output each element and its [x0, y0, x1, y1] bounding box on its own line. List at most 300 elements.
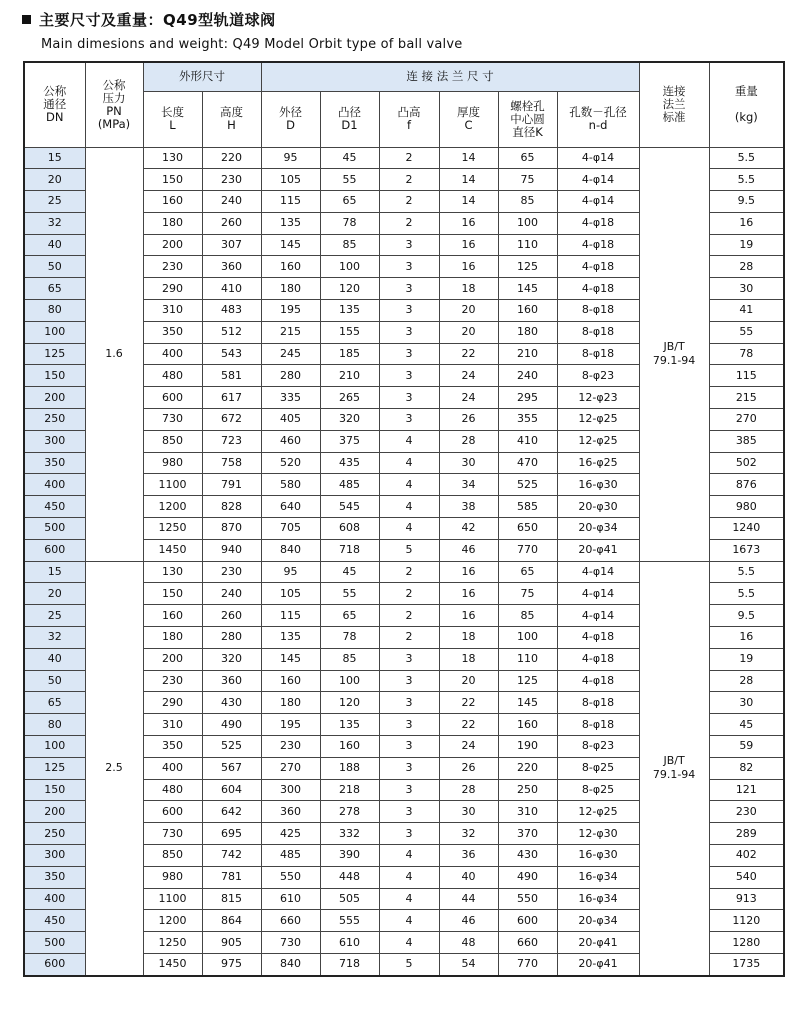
cell-height: 864	[202, 910, 261, 932]
cell-bolt-circle: 85	[498, 605, 557, 627]
cell-thickness: 30	[439, 452, 498, 474]
cell-boss-height: 3	[379, 714, 439, 736]
cell-standard-line1: JB/T	[663, 340, 685, 354]
cell-thickness: 28	[439, 779, 498, 801]
cell-bolt-circle: 75	[498, 169, 557, 191]
header-boss-diameter-line2: D1	[341, 118, 358, 132]
cell-boss-height: 2	[379, 169, 439, 191]
cell-bolt-circle: 145	[498, 692, 557, 714]
cell-boss-diameter: 78	[320, 212, 379, 234]
cell-weight: 402	[709, 845, 784, 867]
cell-height: 870	[202, 518, 261, 540]
cell-bolt-circle: 585	[498, 496, 557, 518]
cell-thickness: 22	[439, 692, 498, 714]
cell-thickness: 24	[439, 365, 498, 387]
cell-bolt-circle: 110	[498, 648, 557, 670]
cell-dn: 150	[24, 365, 85, 387]
cell-length: 290	[143, 692, 202, 714]
cell-boss-height: 3	[379, 256, 439, 278]
cell-dn: 80	[24, 300, 85, 322]
cell-holes: 4-φ18	[557, 627, 639, 649]
cell-outer-diameter: 95	[261, 561, 320, 583]
cell-boss-height: 3	[379, 343, 439, 365]
cell-boss-diameter: 718	[320, 539, 379, 561]
cell-height: 791	[202, 474, 261, 496]
header-weight	[709, 62, 784, 147]
cell-boss-diameter: 120	[320, 692, 379, 714]
cell-boss-diameter: 390	[320, 845, 379, 867]
cell-standard-line1: JB/T	[663, 754, 685, 768]
cell-height: 975	[202, 953, 261, 975]
cell-boss-height: 3	[379, 670, 439, 692]
cell-thickness: 16	[439, 561, 498, 583]
cell-boss-height: 3	[379, 779, 439, 801]
cell-weight: 115	[709, 365, 784, 387]
cell-weight: 19	[709, 234, 784, 256]
header-outer-diameter-line2: D	[286, 118, 295, 132]
cell-holes: 8-φ18	[557, 321, 639, 343]
cell-boss-height: 4	[379, 452, 439, 474]
cell-outer-diameter: 215	[261, 321, 320, 343]
cell-weight: 289	[709, 823, 784, 845]
cell-boss-height: 4	[379, 888, 439, 910]
cell-thickness: 28	[439, 430, 498, 452]
cell-boss-diameter: 185	[320, 343, 379, 365]
cell-dn: 200	[24, 801, 85, 823]
cell-dn: 450	[24, 910, 85, 932]
cell-height: 260	[202, 605, 261, 627]
cell-length: 730	[143, 409, 202, 431]
cell-boss-diameter: 485	[320, 474, 379, 496]
cell-height: 581	[202, 365, 261, 387]
cell-holes: 4-φ14	[557, 583, 639, 605]
cell-height: 543	[202, 343, 261, 365]
header-length-line1: 长度	[161, 105, 184, 119]
cell-length: 230	[143, 670, 202, 692]
cell-weight: 30	[709, 692, 784, 714]
cell-boss-height: 3	[379, 365, 439, 387]
cell-boss-diameter: 55	[320, 583, 379, 605]
cell-length: 200	[143, 234, 202, 256]
cell-weight: 1735	[709, 953, 784, 975]
cell-length: 600	[143, 801, 202, 823]
cell-boss-diameter: 155	[320, 321, 379, 343]
cell-weight: 28	[709, 256, 784, 278]
cell-length: 1250	[143, 932, 202, 954]
header-boss-height-line1: 凸高	[397, 105, 421, 119]
cell-thickness: 20	[439, 300, 498, 322]
header-dn-line1: 公称	[43, 84, 67, 99]
cell-dn: 450	[24, 496, 85, 518]
cell-height: 430	[202, 692, 261, 714]
header-outer-diameter	[261, 91, 320, 147]
table-row	[24, 561, 784, 583]
cell-outer-diameter: 730	[261, 932, 320, 954]
cell-holes: 16-φ30	[557, 474, 639, 496]
cell-boss-diameter: 85	[320, 234, 379, 256]
cell-bolt-circle: 145	[498, 278, 557, 300]
cell-dn: 400	[24, 888, 85, 910]
cell-weight: 28	[709, 670, 784, 692]
cell-boss-diameter: 505	[320, 888, 379, 910]
cell-thickness: 22	[439, 714, 498, 736]
cell-height: 642	[202, 801, 261, 823]
cell-dn: 400	[24, 474, 85, 496]
cell-boss-diameter: 555	[320, 910, 379, 932]
header-boss-height	[379, 91, 439, 147]
header-bolt-circle	[498, 91, 557, 147]
cell-thickness: 36	[439, 845, 498, 867]
cell-dn: 32	[24, 627, 85, 649]
cell-height: 567	[202, 757, 261, 779]
cell-dn: 500	[24, 518, 85, 540]
cell-holes: 16-φ25	[557, 452, 639, 474]
cell-length: 160	[143, 191, 202, 213]
cell-dn: 150	[24, 779, 85, 801]
cell-length: 1200	[143, 496, 202, 518]
cell-dn: 20	[24, 169, 85, 191]
cell-weight: 230	[709, 801, 784, 823]
cell-holes: 8-φ25	[557, 779, 639, 801]
cell-thickness: 20	[439, 321, 498, 343]
cell-length: 980	[143, 452, 202, 474]
cell-length: 310	[143, 300, 202, 322]
cell-length: 230	[143, 256, 202, 278]
cell-length: 1250	[143, 518, 202, 540]
cell-length: 980	[143, 866, 202, 888]
cell-height: 525	[202, 736, 261, 758]
cell-dn: 350	[24, 866, 85, 888]
cell-boss-height: 3	[379, 278, 439, 300]
cell-boss-diameter: 78	[320, 627, 379, 649]
cell-boss-diameter: 448	[320, 866, 379, 888]
cell-holes: 4-φ18	[557, 256, 639, 278]
cell-thickness: 48	[439, 932, 498, 954]
cell-weight: 980	[709, 496, 784, 518]
cell-boss-diameter: 100	[320, 256, 379, 278]
header-height-line1: 高度	[220, 105, 243, 119]
cell-holes: 8-φ18	[557, 714, 639, 736]
cell-holes: 20-φ34	[557, 910, 639, 932]
cell-outer-diameter: 105	[261, 169, 320, 191]
cell-thickness: 14	[439, 169, 498, 191]
cell-height: 695	[202, 823, 261, 845]
cell-boss-diameter: 718	[320, 953, 379, 975]
cell-outer-diameter: 460	[261, 430, 320, 452]
cell-thickness: 18	[439, 627, 498, 649]
cell-length: 160	[143, 605, 202, 627]
cell-dn: 50	[24, 670, 85, 692]
header-bolt-circle-line3: 直径K	[512, 124, 543, 139]
cell-length: 600	[143, 387, 202, 409]
cell-bolt-circle: 295	[498, 387, 557, 409]
cell-boss-diameter: 85	[320, 648, 379, 670]
cell-height: 360	[202, 670, 261, 692]
cell-weight: 55	[709, 321, 784, 343]
cell-thickness: 32	[439, 823, 498, 845]
cell-thickness: 18	[439, 648, 498, 670]
cell-bolt-circle: 85	[498, 191, 557, 213]
cell-thickness: 40	[439, 866, 498, 888]
cell-dn: 250	[24, 409, 85, 431]
cell-holes: 4-φ18	[557, 278, 639, 300]
cell-boss-diameter: 545	[320, 496, 379, 518]
page-title	[22, 9, 276, 30]
cell-height: 320	[202, 648, 261, 670]
cell-height: 723	[202, 430, 261, 452]
cell-bolt-circle: 370	[498, 823, 557, 845]
cell-height: 490	[202, 714, 261, 736]
cell-length: 130	[143, 561, 202, 583]
cell-weight: 16	[709, 212, 784, 234]
cell-bolt-circle: 355	[498, 409, 557, 431]
cell-bolt-circle: 490	[498, 866, 557, 888]
cell-thickness: 42	[439, 518, 498, 540]
cell-thickness: 38	[439, 496, 498, 518]
cell-boss-height: 2	[379, 627, 439, 649]
cell-length: 1450	[143, 953, 202, 975]
cell-thickness: 14	[439, 147, 498, 169]
cell-bolt-circle: 410	[498, 430, 557, 452]
cell-boss-height: 4	[379, 910, 439, 932]
cell-outer-diameter: 840	[261, 953, 320, 975]
cell-dn: 20	[24, 583, 85, 605]
cell-bolt-circle: 65	[498, 561, 557, 583]
cell-length: 180	[143, 212, 202, 234]
cell-boss-diameter: 45	[320, 147, 379, 169]
cell-holes: 20-φ41	[557, 932, 639, 954]
cell-bolt-circle: 650	[498, 518, 557, 540]
cell-weight: 385	[709, 430, 784, 452]
cell-bolt-circle: 210	[498, 343, 557, 365]
cell-holes: 8-φ23	[557, 365, 639, 387]
cell-outer-diameter: 95	[261, 147, 320, 169]
cell-boss-diameter: 65	[320, 191, 379, 213]
cell-outer-diameter: 195	[261, 300, 320, 322]
cell-outer-diameter: 105	[261, 583, 320, 605]
cell-boss-height: 2	[379, 583, 439, 605]
cell-weight: 59	[709, 736, 784, 758]
cell-outer-diameter: 640	[261, 496, 320, 518]
cell-holes: 20-φ34	[557, 518, 639, 540]
cell-dn: 125	[24, 343, 85, 365]
cell-weight: 82	[709, 757, 784, 779]
header-bolt-circle-line2: 中心圆	[510, 111, 545, 126]
cell-length: 130	[143, 147, 202, 169]
cell-outer-diameter: 610	[261, 888, 320, 910]
cell-height: 410	[202, 278, 261, 300]
cell-thickness: 16	[439, 583, 498, 605]
cell-thickness: 22	[439, 343, 498, 365]
cell-holes: 8-φ23	[557, 736, 639, 758]
cell-thickness: 54	[439, 953, 498, 975]
cell-boss-diameter: 608	[320, 518, 379, 540]
cell-thickness: 20	[439, 670, 498, 692]
cell-height: 280	[202, 627, 261, 649]
header-pn-line4: (MPa)	[97, 116, 131, 131]
cell-boss-height: 4	[379, 932, 439, 954]
cell-boss-diameter: 210	[320, 365, 379, 387]
cell-dn: 350	[24, 452, 85, 474]
header-standard-line3: 标准	[662, 110, 686, 125]
cell-height: 230	[202, 169, 261, 191]
header-height-line2: H	[227, 118, 236, 132]
cell-boss-diameter: 135	[320, 714, 379, 736]
cell-standard	[639, 561, 709, 976]
header-pn	[85, 62, 143, 147]
cell-thickness: 34	[439, 474, 498, 496]
cell-holes: 12-φ23	[557, 387, 639, 409]
cell-dn: 125	[24, 757, 85, 779]
cell-bolt-circle: 100	[498, 212, 557, 234]
cell-holes: 8-φ18	[557, 343, 639, 365]
cell-dn: 32	[24, 212, 85, 234]
cell-outer-diameter: 550	[261, 866, 320, 888]
cell-boss-diameter: 45	[320, 561, 379, 583]
cell-outer-diameter: 160	[261, 256, 320, 278]
cell-thickness: 14	[439, 191, 498, 213]
cell-bolt-circle: 525	[498, 474, 557, 496]
cell-height: 307	[202, 234, 261, 256]
cell-bolt-circle: 160	[498, 714, 557, 736]
cell-height: 742	[202, 845, 261, 867]
cell-bolt-circle: 220	[498, 757, 557, 779]
cell-thickness: 16	[439, 605, 498, 627]
cell-holes: 4-φ14	[557, 561, 639, 583]
cell-bolt-circle: 660	[498, 932, 557, 954]
header-bolt-circle-line1: 螺栓孔	[510, 98, 545, 113]
cell-outer-diameter: 180	[261, 692, 320, 714]
cell-pn: 2.5	[85, 561, 143, 976]
header-holes-line2: n-d	[588, 118, 608, 132]
cell-thickness: 24	[439, 387, 498, 409]
cell-length: 1450	[143, 539, 202, 561]
cell-boss-height: 4	[379, 496, 439, 518]
header-standard-line1: 连接	[662, 84, 686, 99]
cell-boss-diameter: 160	[320, 736, 379, 758]
cell-boss-diameter: 218	[320, 779, 379, 801]
cell-weight: 1240	[709, 518, 784, 540]
cell-outer-diameter: 425	[261, 823, 320, 845]
cell-dn: 15	[24, 561, 85, 583]
header-holes	[557, 91, 639, 147]
title-cn-text: 主要尺寸及重量：Q49型轨道球阀	[39, 11, 276, 29]
cell-outer-diameter: 160	[261, 670, 320, 692]
cell-holes: 4-φ18	[557, 670, 639, 692]
cell-weight: 121	[709, 779, 784, 801]
cell-outer-diameter: 245	[261, 343, 320, 365]
cell-weight: 19	[709, 648, 784, 670]
cell-outer-diameter: 135	[261, 627, 320, 649]
cell-weight: 502	[709, 452, 784, 474]
cell-dn: 25	[24, 191, 85, 213]
cell-standard-line2: 79.1-94	[652, 354, 696, 368]
header-pn-line2: 压力	[102, 90, 126, 105]
cell-dn: 80	[24, 714, 85, 736]
cell-boss-height: 4	[379, 474, 439, 496]
cell-height: 604	[202, 779, 261, 801]
cell-thickness: 16	[439, 234, 498, 256]
cell-holes: 12-φ30	[557, 823, 639, 845]
header-holes-line1: 孔数－孔径	[569, 105, 627, 119]
cell-outer-diameter: 145	[261, 234, 320, 256]
cell-boss-diameter: 120	[320, 278, 379, 300]
cell-thickness: 46	[439, 910, 498, 932]
cell-thickness: 26	[439, 409, 498, 431]
cell-boss-height: 3	[379, 692, 439, 714]
cell-height: 781	[202, 866, 261, 888]
cell-bolt-circle: 110	[498, 234, 557, 256]
cell-boss-diameter: 435	[320, 452, 379, 474]
cell-boss-diameter: 55	[320, 169, 379, 191]
cell-height: 940	[202, 539, 261, 561]
cell-thickness: 16	[439, 212, 498, 234]
header-dn-line3: DN	[46, 110, 64, 125]
cell-height: 828	[202, 496, 261, 518]
cell-boss-height: 4	[379, 866, 439, 888]
cell-weight: 78	[709, 343, 784, 365]
cell-holes: 4-φ14	[557, 191, 639, 213]
cell-height: 672	[202, 409, 261, 431]
cell-boss-height: 2	[379, 191, 439, 213]
cell-length: 200	[143, 648, 202, 670]
cell-dn: 40	[24, 234, 85, 256]
cell-boss-height: 3	[379, 648, 439, 670]
cell-length: 400	[143, 757, 202, 779]
header-boss-diameter	[320, 91, 379, 147]
cell-length: 310	[143, 714, 202, 736]
cell-holes: 8-φ25	[557, 757, 639, 779]
cell-bolt-circle: 550	[498, 888, 557, 910]
cell-pn: 1.6	[85, 147, 143, 561]
cell-length: 1100	[143, 474, 202, 496]
header-pn-line1: 公称	[102, 77, 126, 92]
cell-weight: 5.5	[709, 147, 784, 169]
cell-boss-height: 3	[379, 234, 439, 256]
cell-dn: 65	[24, 278, 85, 300]
cell-length: 150	[143, 583, 202, 605]
cell-holes: 16-φ34	[557, 866, 639, 888]
cell-bolt-circle: 65	[498, 147, 557, 169]
cell-thickness: 26	[439, 757, 498, 779]
header-weight-line1: 重量	[734, 84, 758, 99]
cell-outer-diameter: 115	[261, 191, 320, 213]
cell-weight: 9.5	[709, 191, 784, 213]
cell-outer-diameter: 270	[261, 757, 320, 779]
cell-outer-diameter: 660	[261, 910, 320, 932]
cell-thickness: 16	[439, 256, 498, 278]
cell-height: 905	[202, 932, 261, 954]
cell-boss-height: 3	[379, 757, 439, 779]
cell-weight: 913	[709, 888, 784, 910]
cell-weight: 41	[709, 300, 784, 322]
cell-boss-height: 3	[379, 321, 439, 343]
cell-height: 240	[202, 191, 261, 213]
cell-bolt-circle: 470	[498, 452, 557, 474]
header-outer-dimensions: 外形尺寸	[143, 62, 261, 91]
cell-boss-height: 4	[379, 430, 439, 452]
cell-boss-height: 3	[379, 300, 439, 322]
cell-boss-diameter: 265	[320, 387, 379, 409]
cell-weight: 540	[709, 866, 784, 888]
cell-dn: 300	[24, 845, 85, 867]
cell-dn: 500	[24, 932, 85, 954]
cell-boss-height: 5	[379, 539, 439, 561]
cell-dn: 600	[24, 539, 85, 561]
cell-height: 617	[202, 387, 261, 409]
cell-dn: 250	[24, 823, 85, 845]
header-length-line2: L	[169, 118, 176, 132]
